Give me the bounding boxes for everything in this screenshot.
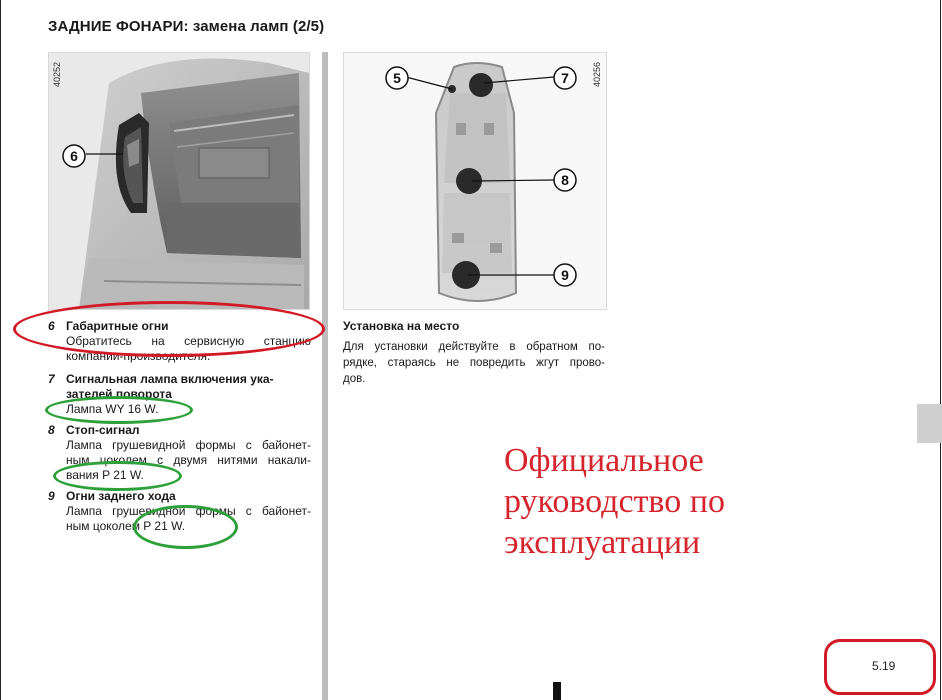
item-text-line: Лампа грушевидной формы с байонет- [66,504,311,518]
trunk-illustration [48,52,310,310]
callout-9 [552,262,578,288]
figure-code-right: 40256 [592,62,602,88]
item-text-line: вания P 21 W. [66,468,144,482]
item-number: 7 [48,372,55,386]
trunk-drawing [49,53,309,309]
lamp-holder-illustration [343,52,607,310]
reinstall-line: рядке, стараясь не повредить жгут прово- [343,357,605,369]
svg-text:7: 7 [561,70,569,86]
crop-mark [553,682,561,700]
page-title-rest: замена ламп (2/5) [192,18,325,35]
figure-code-left: 40252 [52,62,62,88]
item-number: 6 [48,319,55,333]
red-highlight-ellipse [13,301,325,357]
reinstall-line: дов. [343,373,366,385]
svg-text:8: 8 [561,172,569,188]
watermark-line: эксплуатации [504,524,701,561]
reinstall-line: Для установки действуйте в обратном по- [343,341,605,353]
column-divider [322,52,328,700]
green-highlight-ellipse [53,461,182,491]
page-title [48,18,324,35]
reinstall-text [343,339,605,387]
item-text-line: Лампа грушевидной формы с байонет- [66,438,311,452]
item-text-line: ным цоколем P 21 W. [66,519,186,533]
page-number: 5.19 [872,659,896,673]
reinstall-heading: Установка на место [343,319,460,333]
watermark-text [504,440,725,563]
callout-5 [384,65,410,91]
item-text-line: ным цоколем с двумя нитями накали- [66,453,311,467]
item-number: 9 [48,489,55,503]
svg-text:6: 6 [70,148,78,164]
item-text-line: компании-производителя. [66,349,211,363]
page-left-border [0,0,1,700]
chapter-tab [917,404,942,443]
item-heading: Габаритные огни [66,319,169,333]
watermark-line: Официальное [504,442,704,479]
callout-7 [552,65,578,91]
page-right-border [940,0,941,700]
callout-8 [552,167,578,193]
watermark-line: руководство по [504,483,725,520]
item-heading: Огни заднего хода [66,489,176,503]
page-title-bold: ЗАДНИЕ ФОНАРИ: [48,18,189,35]
green-highlight-ellipse [45,396,193,424]
item-heading: Стоп-сигнал [66,423,140,437]
callout-6 [61,143,87,169]
item-heading-cont: зателей поворота [66,387,172,401]
item-number: 8 [48,423,55,437]
item-text-line: Обратитесь на сервисную станцию [66,334,311,348]
item-heading: Сигнальная лампа включения ука- [66,372,274,386]
svg-text:9: 9 [561,267,569,283]
green-highlight-ellipse [133,505,238,549]
svg-text:5: 5 [393,70,401,86]
item-text-line: Лампа WY 16 W. [66,402,159,416]
